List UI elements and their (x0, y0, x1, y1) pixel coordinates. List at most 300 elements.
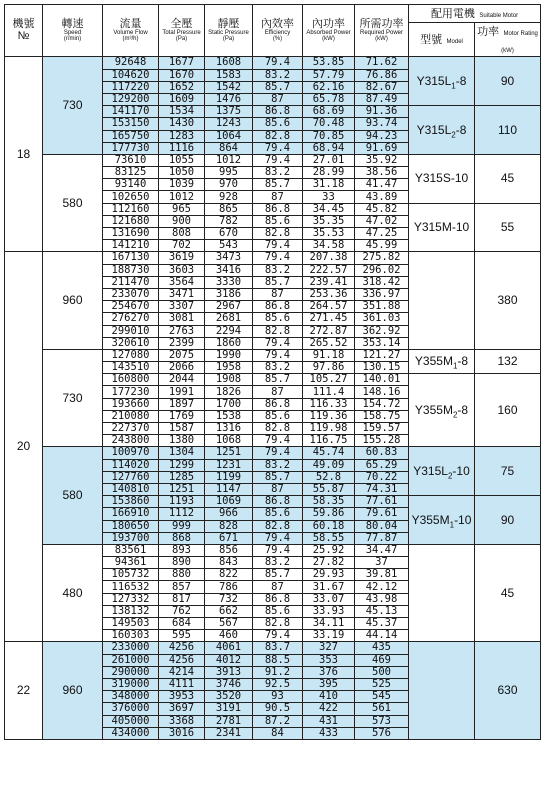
efficiency-cell: 83.2 (253, 69, 303, 81)
motor-model-text: Y315L (416, 73, 452, 88)
efficiency-cell: 86.8 (253, 593, 303, 605)
flow-cell: 233000 (103, 642, 159, 654)
total-pressure-cell: 1012 (159, 191, 205, 203)
total-pressure-cell: 1304 (159, 447, 205, 459)
table-body (5, 57, 541, 740)
efficiency-cell: 83.2 (253, 362, 303, 374)
required-power-cell: 79.61 (355, 508, 409, 520)
absorbed-power-cell: 433 (303, 727, 355, 739)
speed-cell: 730 (43, 349, 103, 447)
static-pressure-cell: 782 (205, 215, 253, 227)
static-pressure-cell: 2967 (205, 301, 253, 313)
total-pressure-cell: 1609 (159, 93, 205, 105)
efficiency-cell: 87.2 (253, 715, 303, 727)
flow-cell: 131690 (103, 228, 159, 240)
motor-model-subscript: 1 (451, 81, 456, 91)
flow-cell: 227370 (103, 423, 159, 435)
table-row (5, 252, 541, 264)
required-power-cell: 91.69 (355, 142, 409, 154)
static-pressure-cell: 1542 (205, 81, 253, 93)
static-pressure-cell: 1908 (205, 374, 253, 386)
header-flow: 流量 Volume Flow (m³/h) (103, 5, 159, 57)
flow-cell: 143510 (103, 362, 159, 374)
efficiency-cell: 79.4 (253, 240, 303, 252)
required-power-cell: 87.49 (355, 93, 409, 105)
flow-cell: 160800 (103, 374, 159, 386)
total-pressure-cell: 2399 (159, 337, 205, 349)
total-pressure-cell: 702 (159, 240, 205, 252)
flow-cell: 319000 (103, 678, 159, 690)
absorbed-power-cell: 116.33 (303, 398, 355, 410)
efficiency-cell: 86.8 (253, 496, 303, 508)
required-power-cell: 93.74 (355, 118, 409, 130)
flow-cell: 116532 (103, 581, 159, 593)
total-pressure-cell: 1769 (159, 410, 205, 422)
required-power-cell: 296.02 (355, 264, 409, 276)
static-pressure-cell: 970 (205, 179, 253, 191)
total-pressure-cell: 2044 (159, 374, 205, 386)
absorbed-power-cell: 28.99 (303, 167, 355, 179)
flow-cell: 112160 (103, 203, 159, 215)
speed-cell: 580 (43, 154, 103, 252)
total-pressure-cell: 1991 (159, 386, 205, 398)
motor-power-cell: 55 (475, 203, 541, 252)
absorbed-power-cell: 119.98 (303, 423, 355, 435)
static-pressure-cell: 822 (205, 569, 253, 581)
absorbed-power-cell: 57.79 (303, 69, 355, 81)
efficiency-cell: 79.4 (253, 349, 303, 361)
required-power-cell: 60.83 (355, 447, 409, 459)
required-power-cell: 336.97 (355, 288, 409, 300)
efficiency-cell: 79.4 (253, 252, 303, 264)
efficiency-cell: 83.7 (253, 642, 303, 654)
absorbed-power-cell: 29.93 (303, 569, 355, 581)
motor-power-cell: 45 (475, 154, 541, 203)
absorbed-power-cell: 33.07 (303, 593, 355, 605)
total-pressure-cell: 1050 (159, 167, 205, 179)
motor-model-subscript: 2 (451, 129, 456, 139)
absorbed-power-cell: 353 (303, 654, 355, 666)
absorbed-power-cell: 35.35 (303, 215, 355, 227)
static-pressure-cell: 3473 (205, 252, 253, 264)
header-motor-model: 型號 Model (409, 22, 475, 57)
total-pressure-cell: 4214 (159, 666, 205, 678)
flow-cell: 105732 (103, 569, 159, 581)
total-pressure-cell: 1670 (159, 69, 205, 81)
static-pressure-cell: 1064 (205, 130, 253, 142)
table-row (5, 642, 541, 654)
header-row-1 (5, 5, 541, 23)
required-power-cell: 45.37 (355, 618, 409, 630)
required-power-cell: 159.57 (355, 423, 409, 435)
total-pressure-cell: 1430 (159, 118, 205, 130)
absorbed-power-cell: 25.92 (303, 544, 355, 556)
efficiency-cell: 85.6 (253, 410, 303, 422)
motor-model-text: Y315L (416, 122, 452, 137)
flow-cell: 348000 (103, 691, 159, 703)
flow-cell: 141210 (103, 240, 159, 252)
efficiency-cell: 87 (253, 288, 303, 300)
required-power-cell: 45.13 (355, 605, 409, 617)
total-pressure-cell: 1652 (159, 81, 205, 93)
absorbed-power-cell: 45.74 (303, 447, 355, 459)
efficiency-cell: 85.6 (253, 313, 303, 325)
absorbed-power-cell: 272.87 (303, 325, 355, 337)
flow-cell: 129200 (103, 93, 159, 105)
static-pressure-cell: 2781 (205, 715, 253, 727)
flow-cell: 83561 (103, 544, 159, 556)
required-power-cell: 155.28 (355, 435, 409, 447)
absorbed-power-cell: 327 (303, 642, 355, 654)
required-power-cell: 435 (355, 642, 409, 654)
total-pressure-cell: 1587 (159, 423, 205, 435)
motor-power-cell: 90 (475, 57, 541, 106)
total-pressure-cell: 1055 (159, 154, 205, 166)
motor-model-cell (409, 154, 475, 203)
total-pressure-cell: 4111 (159, 678, 205, 690)
flow-cell: 210080 (103, 410, 159, 422)
motor-power-cell: 45 (475, 544, 541, 642)
required-power-cell: 318.42 (355, 276, 409, 288)
efficiency-cell: 84 (253, 727, 303, 739)
speed-cell: 580 (43, 447, 103, 545)
motor-power-cell: 630 (475, 642, 541, 740)
required-power-cell: 91.36 (355, 106, 409, 118)
fan-no-cell: 18 (5, 57, 43, 252)
static-pressure-cell: 4012 (205, 654, 253, 666)
total-pressure-cell: 3368 (159, 715, 205, 727)
flow-cell: 193700 (103, 532, 159, 544)
motor-model-text: Y315S (414, 171, 451, 186)
static-pressure-cell: 1069 (205, 496, 253, 508)
absorbed-power-cell: 34.58 (303, 240, 355, 252)
absorbed-power-cell: 111.4 (303, 386, 355, 398)
required-power-cell: 44.14 (355, 630, 409, 642)
efficiency-cell: 85.7 (253, 179, 303, 191)
static-pressure-cell: 1826 (205, 386, 253, 398)
absorbed-power-cell: 395 (303, 678, 355, 690)
required-power-cell: 148.16 (355, 386, 409, 398)
efficiency-cell: 85.6 (253, 118, 303, 130)
efficiency-cell: 87 (253, 93, 303, 105)
absorbed-power-cell: 49.09 (303, 459, 355, 471)
flow-cell: 177730 (103, 142, 159, 154)
speed-cell: 480 (43, 544, 103, 642)
motor-power-cell: 75 (475, 447, 541, 496)
flow-cell: 160303 (103, 630, 159, 642)
static-pressure-cell: 2681 (205, 313, 253, 325)
header-required-power: 所需功率 Required Power (kW) (355, 5, 409, 57)
absorbed-power-cell: 222.57 (303, 264, 355, 276)
motor-model-suffix: -8 (457, 402, 469, 417)
table-row (5, 447, 541, 459)
static-pressure-cell: 1958 (205, 362, 253, 374)
efficiency-cell: 86.8 (253, 106, 303, 118)
flow-cell: 73610 (103, 154, 159, 166)
required-power-cell: 77.87 (355, 532, 409, 544)
flow-cell: 188730 (103, 264, 159, 276)
absorbed-power-cell: 33.19 (303, 630, 355, 642)
static-pressure-cell: 3416 (205, 264, 253, 276)
required-power-cell: 38.56 (355, 167, 409, 179)
motor-model-cell (409, 57, 475, 106)
static-pressure-cell: 1608 (205, 57, 253, 69)
absorbed-power-cell: 33 (303, 191, 355, 203)
static-pressure-cell: 843 (205, 557, 253, 569)
header-efficiency: 內效率 Efficiency (%) (253, 5, 303, 57)
absorbed-power-cell: 105.27 (303, 374, 355, 386)
total-pressure-cell: 1299 (159, 459, 205, 471)
flow-cell: 276270 (103, 313, 159, 325)
efficiency-cell: 88.5 (253, 654, 303, 666)
total-pressure-cell: 3016 (159, 727, 205, 739)
required-power-cell: 80.04 (355, 520, 409, 532)
flow-cell: 320610 (103, 337, 159, 349)
required-power-cell: 70.22 (355, 471, 409, 483)
absorbed-power-cell: 27.82 (303, 557, 355, 569)
header-total-pressure: 全壓 Total Pressure (Pa) (159, 5, 205, 57)
absorbed-power-cell: 70.85 (303, 130, 355, 142)
required-power-cell: 121.27 (355, 349, 409, 361)
flow-cell: 102650 (103, 191, 159, 203)
total-pressure-cell: 1112 (159, 508, 205, 520)
required-power-cell: 140.01 (355, 374, 409, 386)
absorbed-power-cell: 422 (303, 703, 355, 715)
motor-power-cell: 380 (475, 252, 541, 350)
efficiency-cell: 79.4 (253, 57, 303, 69)
header-static-pressure: 靜壓 Static Pressure (Pa) (205, 5, 253, 57)
static-pressure-cell: 567 (205, 618, 253, 630)
required-power-cell: 71.62 (355, 57, 409, 69)
flow-cell: 299010 (103, 325, 159, 337)
static-pressure-cell: 3520 (205, 691, 253, 703)
static-pressure-cell: 732 (205, 593, 253, 605)
motor-model-cell (409, 496, 475, 545)
total-pressure-cell: 2066 (159, 362, 205, 374)
required-power-cell: 500 (355, 666, 409, 678)
required-power-cell: 65.29 (355, 459, 409, 471)
required-power-cell: 130.15 (355, 362, 409, 374)
required-power-cell: 76.86 (355, 69, 409, 81)
total-pressure-cell: 3697 (159, 703, 205, 715)
flow-cell: 100970 (103, 447, 159, 459)
static-pressure-cell: 671 (205, 532, 253, 544)
total-pressure-cell: 762 (159, 605, 205, 617)
motor-model-suffix: -8 (457, 354, 469, 369)
total-pressure-cell: 808 (159, 228, 205, 240)
required-power-cell: 94.23 (355, 130, 409, 142)
efficiency-cell: 90.5 (253, 703, 303, 715)
efficiency-cell: 79.4 (253, 142, 303, 154)
static-pressure-cell: 2341 (205, 727, 253, 739)
total-pressure-cell: 4256 (159, 654, 205, 666)
required-power-cell: 41.47 (355, 179, 409, 191)
flow-cell: 211470 (103, 276, 159, 288)
absorbed-power-cell: 31.67 (303, 581, 355, 593)
required-power-cell: 469 (355, 654, 409, 666)
motor-model-suffix: -10 (450, 171, 469, 186)
static-pressure-cell: 1012 (205, 154, 253, 166)
total-pressure-cell: 868 (159, 532, 205, 544)
flow-cell: 140810 (103, 483, 159, 495)
flow-cell: 193660 (103, 398, 159, 410)
flow-cell: 153860 (103, 496, 159, 508)
static-pressure-cell: 1860 (205, 337, 253, 349)
motor-model-suffix: -10 (454, 512, 472, 527)
motor-model-suffix: -8 (455, 122, 467, 137)
total-pressure-cell: 2763 (159, 325, 205, 337)
absorbed-power-cell: 59.86 (303, 508, 355, 520)
absorbed-power-cell: 53.85 (303, 57, 355, 69)
total-pressure-cell: 1380 (159, 435, 205, 447)
total-pressure-cell: 1285 (159, 471, 205, 483)
total-pressure-cell: 965 (159, 203, 205, 215)
absorbed-power-cell: 68.94 (303, 142, 355, 154)
static-pressure-cell: 828 (205, 520, 253, 532)
total-pressure-cell: 893 (159, 544, 205, 556)
speed-cell: 960 (43, 642, 103, 740)
absorbed-power-cell: 62.16 (303, 81, 355, 93)
required-power-cell: 351.88 (355, 301, 409, 313)
efficiency-cell: 85.6 (253, 605, 303, 617)
motor-model-text: Y315M (413, 220, 452, 235)
efficiency-cell: 79.4 (253, 154, 303, 166)
motor-model-text: Y355M (414, 402, 453, 417)
flow-cell: 243800 (103, 435, 159, 447)
absorbed-power-cell: 33.93 (303, 605, 355, 617)
flow-cell: 138132 (103, 605, 159, 617)
total-pressure-cell: 857 (159, 581, 205, 593)
static-pressure-cell: 3746 (205, 678, 253, 690)
static-pressure-cell: 1068 (205, 435, 253, 447)
flow-cell: 405000 (103, 715, 159, 727)
flow-cell: 127332 (103, 593, 159, 605)
total-pressure-cell: 1039 (159, 179, 205, 191)
static-pressure-cell: 1251 (205, 447, 253, 459)
efficiency-cell: 86.8 (253, 301, 303, 313)
motor-model-subscript: 1 (449, 519, 455, 529)
static-pressure-cell: 1375 (205, 106, 253, 118)
static-pressure-cell: 1199 (205, 471, 253, 483)
efficiency-cell: 85.7 (253, 374, 303, 386)
motor-power-cell: 160 (475, 374, 541, 447)
absorbed-power-cell: 376 (303, 666, 355, 678)
table-row (5, 154, 541, 166)
efficiency-cell: 87 (253, 483, 303, 495)
required-power-cell: 573 (355, 715, 409, 727)
total-pressure-cell: 1193 (159, 496, 205, 508)
absorbed-power-cell: 34.11 (303, 618, 355, 630)
total-pressure-cell: 3603 (159, 264, 205, 276)
static-pressure-cell: 1243 (205, 118, 253, 130)
flow-cell: 153150 (103, 118, 159, 130)
flow-cell: 121680 (103, 215, 159, 227)
required-power-cell: 45.82 (355, 203, 409, 215)
motor-power-cell: 132 (475, 349, 541, 373)
motor-model-subscript: 2 (447, 471, 453, 481)
static-pressure-cell: 856 (205, 544, 253, 556)
efficiency-cell: 93 (253, 691, 303, 703)
flow-cell: 149503 (103, 618, 159, 630)
fan-no-cell: 20 (5, 252, 43, 642)
total-pressure-cell: 1283 (159, 130, 205, 142)
efficiency-cell: 86.8 (253, 203, 303, 215)
required-power-cell: 545 (355, 691, 409, 703)
efficiency-cell: 79.4 (253, 532, 303, 544)
motor-model-subscript: 1 (452, 361, 458, 371)
total-pressure-cell: 817 (159, 593, 205, 605)
total-pressure-cell: 1116 (159, 142, 205, 154)
motor-model-text: Y315L (413, 463, 448, 478)
motor-model-text: Y355M (411, 512, 450, 527)
absorbed-power-cell: 65.78 (303, 93, 355, 105)
static-pressure-cell: 1147 (205, 483, 253, 495)
total-pressure-cell: 3471 (159, 288, 205, 300)
absorbed-power-cell: 52.8 (303, 471, 355, 483)
total-pressure-cell: 1677 (159, 57, 205, 69)
absorbed-power-cell: 119.36 (303, 410, 355, 422)
efficiency-cell: 82.8 (253, 618, 303, 630)
required-power-cell: 35.92 (355, 154, 409, 166)
static-pressure-cell: 460 (205, 630, 253, 642)
efficiency-cell: 83.2 (253, 167, 303, 179)
absorbed-power-cell: 410 (303, 691, 355, 703)
fan-no-cell: 22 (5, 642, 43, 740)
motor-model-suffix: -10 (451, 220, 470, 235)
absorbed-power-cell: 271.45 (303, 313, 355, 325)
motor-model-cell (409, 106, 475, 155)
flow-cell: 261000 (103, 654, 159, 666)
static-pressure-cell: 1990 (205, 349, 253, 361)
header-absorbed-power: 內功率 Absorbed Power (kW) (303, 5, 355, 57)
efficiency-cell: 79.4 (253, 447, 303, 459)
total-pressure-cell: 2075 (159, 349, 205, 361)
speed-cell: 960 (43, 252, 103, 350)
static-pressure-cell: 786 (205, 581, 253, 593)
total-pressure-cell: 3307 (159, 301, 205, 313)
flow-cell: 165750 (103, 130, 159, 142)
header-fan-no: 機號 № (5, 5, 43, 57)
total-pressure-cell: 880 (159, 569, 205, 581)
table-row (5, 544, 541, 556)
static-pressure-cell: 3330 (205, 276, 253, 288)
motor-model-suffix: -8 (455, 73, 467, 88)
total-pressure-cell: 3619 (159, 252, 205, 264)
required-power-cell: 43.89 (355, 191, 409, 203)
flow-cell: 104620 (103, 69, 159, 81)
static-pressure-cell: 1231 (205, 459, 253, 471)
efficiency-cell: 87 (253, 386, 303, 398)
absorbed-power-cell: 34.45 (303, 203, 355, 215)
absorbed-power-cell: 70.48 (303, 118, 355, 130)
flow-cell: 114020 (103, 459, 159, 471)
static-pressure-cell: 865 (205, 203, 253, 215)
flow-cell: 94361 (103, 557, 159, 569)
header-motor: 配用電機 Suitable Motor (409, 5, 541, 23)
static-pressure-cell: 543 (205, 240, 253, 252)
static-pressure-cell: 1583 (205, 69, 253, 81)
flow-cell: 180650 (103, 520, 159, 532)
efficiency-cell: 92.5 (253, 678, 303, 690)
table-row (5, 349, 541, 361)
required-power-cell: 275.82 (355, 252, 409, 264)
total-pressure-cell: 900 (159, 215, 205, 227)
total-pressure-cell: 3564 (159, 276, 205, 288)
static-pressure-cell: 928 (205, 191, 253, 203)
required-power-cell: 45.99 (355, 240, 409, 252)
absorbed-power-cell: 253.36 (303, 288, 355, 300)
absorbed-power-cell: 265.52 (303, 337, 355, 349)
